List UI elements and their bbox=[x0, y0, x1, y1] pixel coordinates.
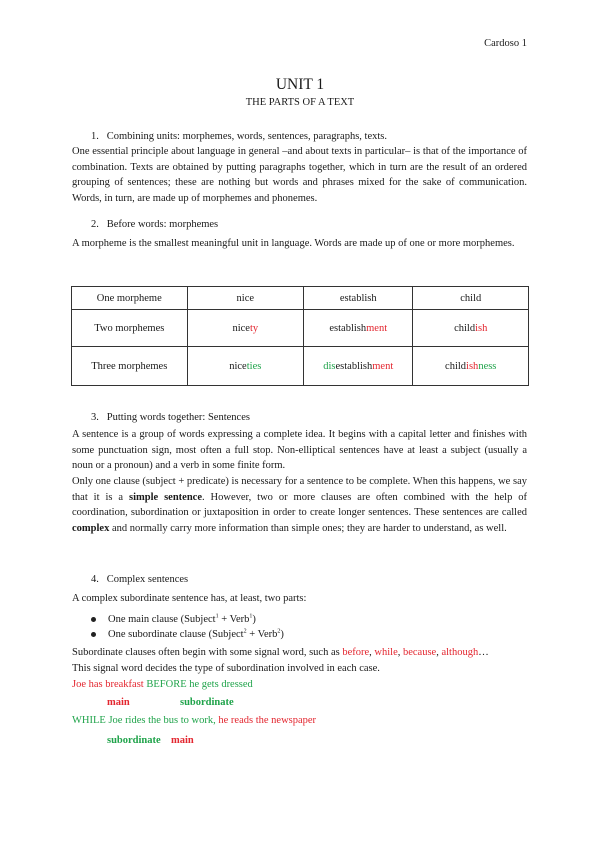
bullet-icon bbox=[91, 632, 96, 637]
table-cell: child bbox=[413, 287, 529, 310]
suffix: ness bbox=[478, 360, 497, 372]
prefix: dis bbox=[323, 360, 336, 372]
table-cell: childishness bbox=[413, 347, 529, 386]
suffix: ties bbox=[246, 360, 262, 372]
section-3-para-2: Only one clause (subject + predicate) is necessary for a sentence to be complete. When this happens, we say that it is a simple sentence. However, two or more clauses are often combined with the help of coordination, subordination or juxtaposition in order to create longer sentences. These sentences are called complex and normally carry more information than simple ones; they are harder to understand, as well. bbox=[72, 476, 528, 534]
subordinate-clause: BEFORE he gets dressed bbox=[146, 679, 253, 690]
term-simple-sentence: simple sentence bbox=[128, 491, 202, 503]
label-subordinate: subordinate bbox=[180, 697, 234, 708]
section-4-intro: A complex subordinate sentence has, at least, two parts: bbox=[72, 593, 307, 604]
bullet-list bbox=[91, 612, 284, 642]
label-main: main bbox=[171, 735, 194, 746]
section-1-heading: 1. Combining units: morphemes, words, sentences, paragraphs, texts. bbox=[91, 131, 387, 142]
term-complex: complex bbox=[72, 522, 110, 534]
signal-word: before bbox=[342, 647, 370, 658]
section-2-heading: 2. Before words: morphemes bbox=[91, 219, 219, 230]
list-item: One main clause (Subject$^1$ + Verb$^1$) bbox=[91, 612, 284, 627]
section-1-body: One essential principle about language in general –and about texts in particular– is that of the importance of combination. Texts are obtained by putting paragraphs together, which in turn are the result of an ordered grouping of sentences; these are nothing but words and phrases mixed for the sake of communication. Words, in turn, are made up of morphemes and phonemes. bbox=[72, 146, 527, 204]
table-cell: establish bbox=[304, 287, 413, 310]
main-clause: Joe has breakfast bbox=[72, 679, 147, 690]
example-sentence-1 bbox=[72, 679, 253, 690]
table-cell: nice bbox=[187, 287, 304, 310]
signal-word: while bbox=[374, 647, 398, 658]
morpheme-table bbox=[71, 286, 529, 386]
table-cell: nicety bbox=[187, 310, 304, 347]
suffix: ty bbox=[249, 322, 259, 334]
table-row bbox=[72, 310, 529, 347]
subordinate-clause: WHILE Joe rides the bus to work, bbox=[72, 715, 219, 726]
section-3-heading: 3. Putting words together: Sentences bbox=[91, 412, 250, 423]
page-title: UNIT 1 bbox=[275, 76, 325, 93]
table-cell: Three morphemes bbox=[72, 347, 188, 386]
suffix: ish bbox=[466, 360, 479, 372]
table-cell: Two morphemes bbox=[72, 310, 188, 347]
table-cell: One morpheme bbox=[72, 287, 188, 310]
page-subtitle: THE PARTS OF A TEXT bbox=[245, 97, 355, 108]
section-4-heading: 4. Complex sentences bbox=[91, 574, 189, 585]
section-4-signal-text: Subordinate clauses often begin with some signal word, such as before, while, because, although… This signal word decides the type of subordination involved in each case. bbox=[72, 647, 489, 674]
suffix: ment bbox=[372, 360, 394, 372]
table-cell: niceties bbox=[187, 347, 304, 386]
label-subordinate: subordinate bbox=[107, 735, 161, 746]
signal-word: because bbox=[402, 647, 437, 658]
list-item: One subordinate clause (Subject$^2$ + Verb$^2$) bbox=[91, 627, 284, 642]
signal-word: although bbox=[441, 647, 479, 658]
table-cell: disestablishment bbox=[304, 347, 413, 386]
table-row bbox=[72, 287, 529, 310]
suffix: ment bbox=[366, 322, 388, 334]
section-2-body: A morpheme is the smallest meaningful unit in language. Words are made up of one or more morphemes. bbox=[72, 238, 515, 249]
section-3-para-1: A sentence is a group of words expressing a complete idea. It begins with a capital letter and finishes with some punctuation sign, most often a full stop. Non-elliptical sentences have at least a subject (usually a noun or a pronoun) and a verb in some finite form. bbox=[72, 429, 527, 471]
page-header-author: Cardoso 1 bbox=[484, 38, 527, 49]
example-sentence-2 bbox=[72, 715, 316, 726]
suffix: ish bbox=[475, 322, 488, 334]
table-cell: childish bbox=[413, 310, 529, 347]
bullet-icon bbox=[91, 617, 96, 622]
main-clause: he reads the newspaper bbox=[218, 715, 317, 726]
table-cell: establishment bbox=[304, 310, 413, 347]
table-row bbox=[72, 347, 529, 386]
label-main: main bbox=[107, 697, 130, 708]
